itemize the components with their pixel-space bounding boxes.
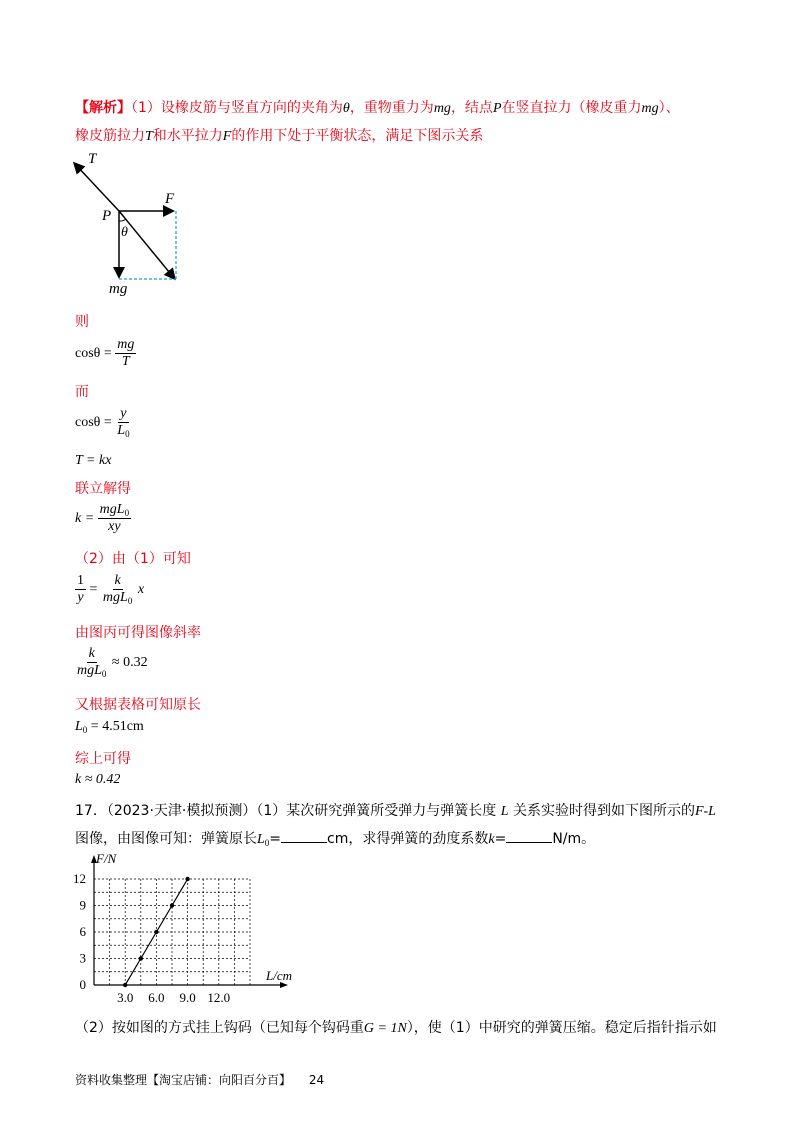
- eq5-num2: k: [113, 573, 123, 590]
- step-ze: 则: [75, 314, 89, 330]
- q17-line-1: [75, 800, 716, 820]
- y-tick-label: 6: [79, 924, 86, 939]
- eq7-sub: 0: [82, 725, 88, 735]
- angle-arc: [119, 219, 126, 221]
- equation-5: [75, 573, 144, 606]
- footer: [75, 1071, 324, 1088]
- q17-part2-line: [75, 1017, 717, 1037]
- q17-g: G = 1N: [363, 1021, 407, 1036]
- eq6-rhs: ≈ 0.32: [111, 654, 148, 670]
- eq5-x: x: [137, 581, 145, 597]
- eq5-num1: 1: [75, 573, 86, 590]
- q17-eq-2: =: [494, 831, 507, 847]
- eq2-num: y: [118, 406, 128, 423]
- q17-line1-b: 关系实验时得到如下图所示的: [512, 803, 695, 819]
- eq1-den: T: [121, 354, 130, 370]
- equation-7: [75, 719, 144, 735]
- eq6-den: [75, 663, 108, 679]
- analysis-line-2: [75, 125, 483, 145]
- analysis-tag: 【解析】: [75, 100, 131, 116]
- step-part2: （2）由（1）可知: [75, 551, 191, 567]
- q17-eq-1: =: [269, 831, 282, 847]
- q17-part2-a: （2）按如图的方式挂上钩码（已知每个钩码重: [75, 1020, 364, 1036]
- eq1-fraction: [115, 337, 136, 370]
- data-point: [139, 956, 143, 960]
- y-tick-label: 9: [79, 897, 86, 913]
- eq6-fraction: [75, 646, 108, 679]
- equation-2: [75, 406, 132, 439]
- step-er: 而: [75, 384, 89, 400]
- answer-blank-length[interactable]: [281, 830, 327, 843]
- theta-symbol: θ: [342, 101, 350, 116]
- data-point: [123, 983, 127, 987]
- mg-symbol-2: mg: [641, 101, 659, 116]
- eq6-num: k: [87, 646, 97, 663]
- data-point: [185, 877, 189, 881]
- q17-fl: F-L: [694, 804, 716, 819]
- force-diagram: [60, 148, 200, 298]
- label-f: F: [165, 191, 175, 207]
- t-arrow: [75, 164, 119, 211]
- y-tick-label: 0: [79, 977, 86, 992]
- eq2-lhs: cosθ =: [75, 414, 112, 430]
- analysis-text-d: 在竖直拉力（橡皮重力: [501, 100, 642, 116]
- analysis-text-a: （1）设橡皮筋与竖直方向的夹角为: [131, 100, 343, 116]
- x-tick-label: 12.0: [207, 990, 231, 1005]
- t-symbol: T: [145, 129, 153, 144]
- chart-axes: [73, 855, 288, 1005]
- p-symbol: P: [492, 101, 502, 116]
- eq5-equals: =: [89, 581, 98, 597]
- x-tick-label: 3.0: [117, 990, 134, 1005]
- eq2-den: [115, 423, 131, 439]
- step-summary: 综上可得: [75, 751, 131, 767]
- q17-l0-sub: 0: [264, 838, 270, 848]
- analysis-line2-b: 和水平拉力: [152, 128, 223, 144]
- eq4-fraction: [98, 502, 131, 535]
- eq7-rhs: = 4.51cm: [90, 719, 144, 734]
- x-axis-label: L/cm: [266, 968, 292, 983]
- q17-l0: L: [257, 832, 265, 847]
- analysis-line2-c: 的作用下处于平衡状态，满足下图示关系: [231, 128, 484, 144]
- footer-text: 资料收集整理【淘宝店铺：向阳百分百】: [75, 1073, 292, 1087]
- q17-line2-c: cm，求得弹簧的劲度系数: [327, 831, 489, 847]
- label-mg: mg: [109, 281, 128, 297]
- eq1-lhs: cosθ =: [75, 345, 112, 361]
- eq6-den-sub: 0: [101, 669, 107, 680]
- eq2-den-l: L: [117, 423, 126, 439]
- data-point: [154, 930, 158, 934]
- q17-k: k: [488, 832, 495, 847]
- mg-symbol: mg: [433, 101, 451, 116]
- step-lianli: 联立解得: [75, 481, 131, 497]
- eq4-den: xy: [108, 519, 121, 535]
- equation-8: k ≈ 0.42: [75, 772, 121, 787]
- eq4-num-sub: 0: [124, 508, 130, 518]
- fl-chart: [70, 852, 300, 1008]
- eq5-fraction-1: [75, 573, 86, 606]
- eq5-fraction-2: [101, 573, 134, 606]
- x-tick-label: 9.0: [179, 990, 196, 1005]
- resultant-arrow: [119, 211, 174, 278]
- equation-3: T = kx: [75, 453, 112, 468]
- analysis-line2-a: 橡皮筋拉力: [75, 128, 145, 144]
- equation-6: [75, 646, 148, 679]
- eq4-num-text: mgL: [99, 502, 125, 517]
- y-tick-label: 12: [73, 871, 86, 886]
- equation-4: [75, 502, 131, 535]
- label-t: T: [88, 151, 97, 167]
- q17-l: L: [500, 804, 509, 819]
- eq2-den-sub: 0: [125, 429, 130, 440]
- y-tick-label: 3: [79, 950, 86, 966]
- q17-line2-a: 图像，由图像可知：弹簧原长: [75, 831, 257, 847]
- label-p: P: [102, 208, 112, 224]
- analysis-text-b: ，重物重力为: [349, 100, 434, 116]
- analysis-text-c: ，结点: [450, 100, 493, 116]
- eq5-den2-text: mgL: [102, 590, 128, 606]
- eq1-num: mg: [115, 337, 136, 354]
- equation-1: [75, 337, 136, 370]
- q17-line2-e: N/m。: [552, 831, 596, 847]
- analysis-line-1: [75, 97, 680, 117]
- chart-grid: [94, 879, 250, 985]
- label-theta: θ: [121, 225, 128, 240]
- step-orig: 又根据表格可知原长: [75, 697, 201, 713]
- analysis-text-e: ）、: [658, 100, 680, 116]
- eq5-den1: y: [77, 590, 84, 606]
- answer-blank-k[interactable]: [506, 830, 552, 843]
- eq5-den2-sub: 0: [127, 596, 133, 607]
- eq5-den2: [101, 590, 134, 606]
- q17-part2-b: ），使（1）中研究的弹簧压缩。稳定后指针指示如: [406, 1020, 717, 1036]
- eq4-lhs: k =: [75, 510, 95, 526]
- eq4-num: [98, 502, 131, 519]
- q17-line-2: [75, 828, 595, 848]
- f-symbol: F: [222, 129, 232, 144]
- data-point: [170, 903, 174, 907]
- page-number: 24: [308, 1073, 325, 1087]
- eq2-fraction: [115, 406, 131, 439]
- eq6-den-text: mgL: [77, 663, 102, 679]
- eq7-l: L: [75, 719, 83, 734]
- x-tick-label: 6.0: [148, 990, 165, 1005]
- q17-line1-a: 17．（2023·天津·模拟预测）（1）某次研究弹簧所受弹力与弹簧长度: [75, 803, 497, 819]
- step-slope: 由图丙可得图像斜率: [75, 625, 201, 641]
- y-axis-label: F/N: [96, 852, 117, 866]
